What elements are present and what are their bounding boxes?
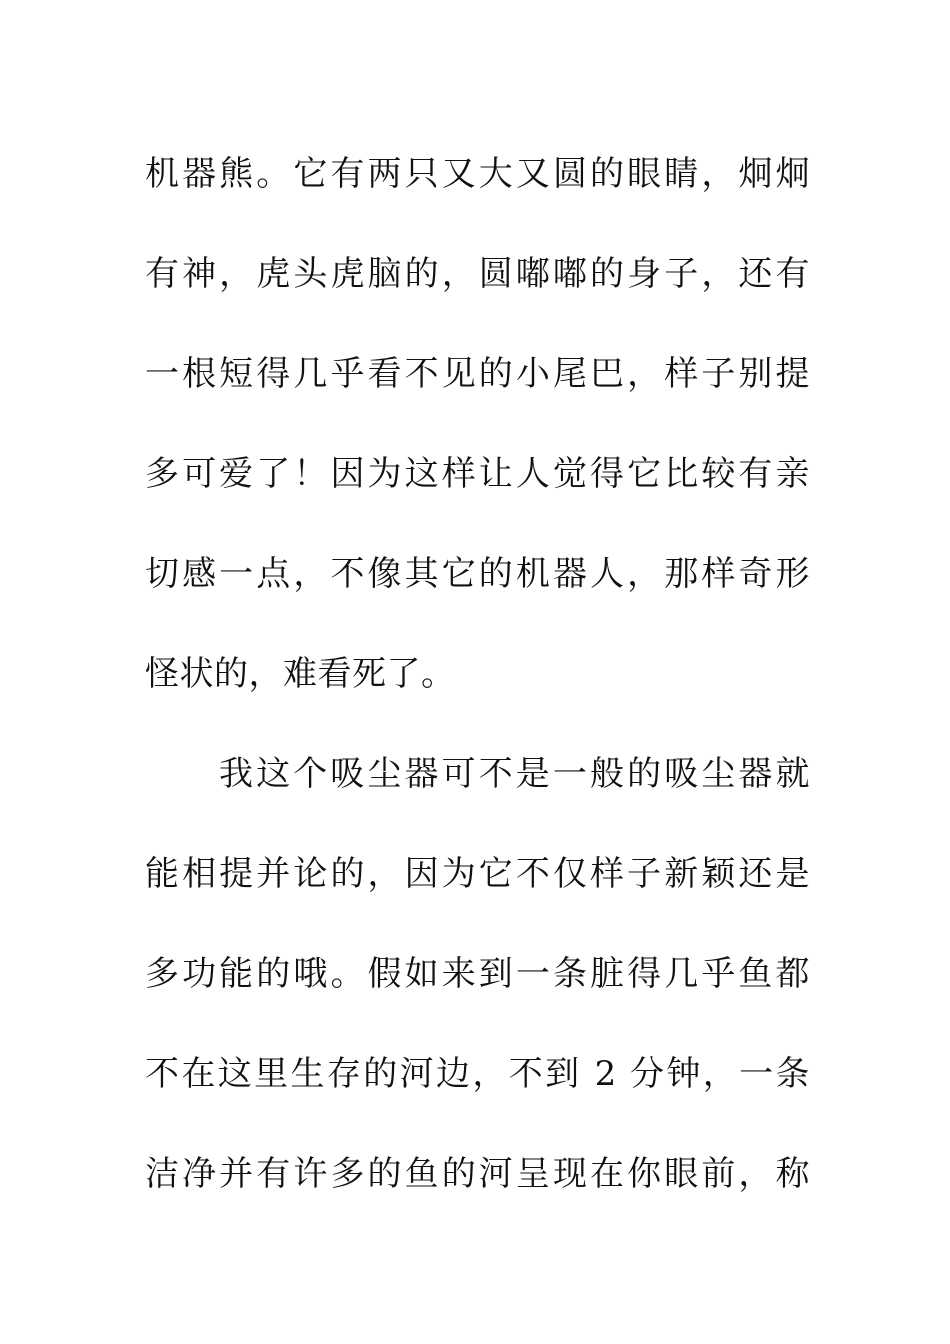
text-line: 一根短得几乎看不见的小尾巴，样子别提 bbox=[145, 354, 810, 394]
paragraph-start-line: 我这个吸尘器可不是一般的吸尘器就 bbox=[219, 754, 810, 794]
text-line: 切感一点，不像其它的机器人，那样奇形 bbox=[145, 554, 810, 594]
text-line: 洁净并有许多的鱼的河呈现在你眼前，称 bbox=[145, 1154, 810, 1194]
text-line: 机器熊。它有两只又大又圆的眼睛，炯炯 bbox=[145, 154, 810, 194]
text-line: 多可爱了！因为这样让人觉得它比较有亲 bbox=[145, 454, 810, 494]
text-line: 能相提并论的，因为它不仅样子新颖还是 bbox=[145, 854, 810, 894]
text-line: 不在这里生存的河边，不到 2 分钟，一条 bbox=[145, 1054, 810, 1094]
body-text bbox=[145, 124, 810, 1224]
text-line: 怪状的，难看死了。 bbox=[145, 654, 456, 694]
text-line: 多功能的哦。假如来到一条脏得几乎鱼都 bbox=[145, 954, 810, 994]
text-line: 有神，虎头虎脑的，圆嘟嘟的身子，还有 bbox=[145, 254, 810, 294]
